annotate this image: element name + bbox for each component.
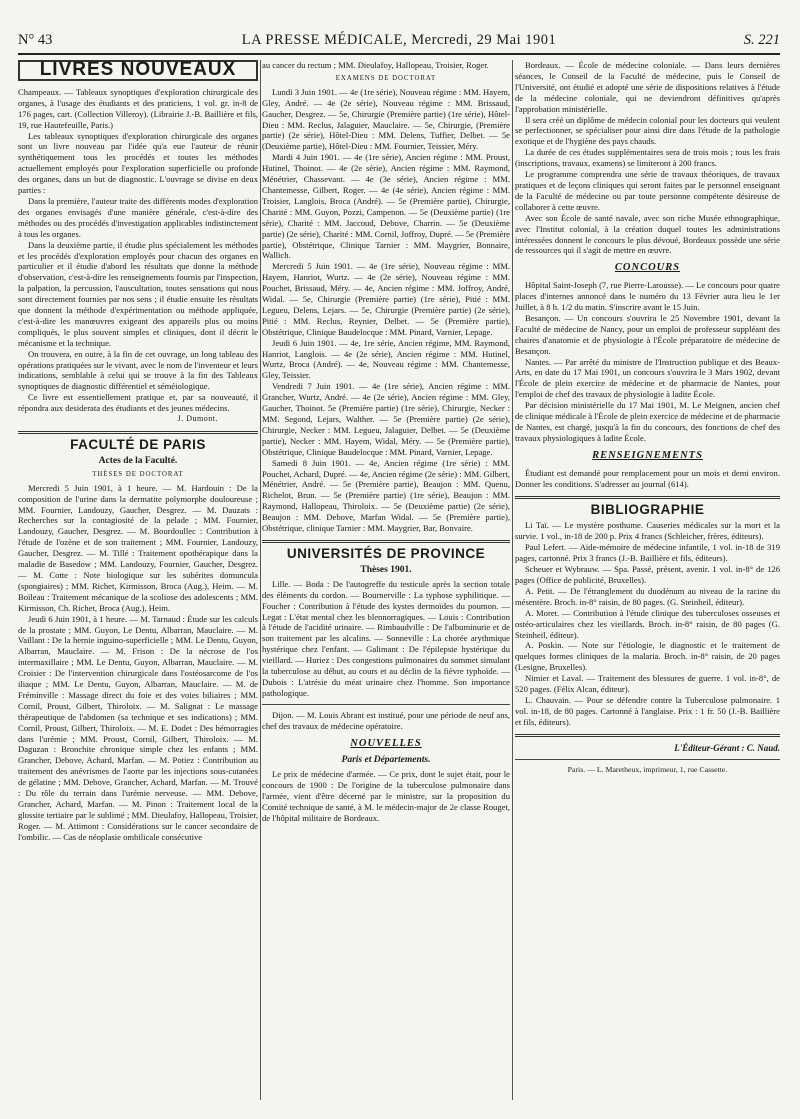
lille-paragraph: Lille. — Boda : De l'autogreffe du testicule après la section totale des éléments du cordon. — Bournerville : La typhose syphilitique. — Foucher : Contribution à l'étude des kystes dermoïdes du poumon. — Legat : L'état mental chez les blennorragiques. — Louis : Contribution à l'étude de l'acidité urinaire. — Rimbaudville : De l'albuminurie et de son traitement par les alcalins. — Sonneville : La chorée arythmique hystérique chez l'enfant. — Galimant : De l'épilepsie hystérique du vieillard. — Huriez : Des congestions pulmonaires du sommet simulant la tuberculose au début, au cours et au déclin de la fièvre typhoïde. — Dubois : L'atrésie du méat urinaire chez l'homme. Son importance pathologique. [262, 578, 510, 698]
section-title-renseignements: RENSEIGNEMENTS [592, 449, 703, 461]
subsection-label-examens: EXAMENS DE DOCTORAT [335, 74, 437, 82]
subsection-title-theses-1901: Thèses 1901. [360, 564, 412, 575]
divider [515, 759, 780, 760]
livres-signature: J. Dumont. [177, 414, 218, 424]
section-divider [515, 734, 780, 737]
column-right [515, 60, 780, 1100]
subsection-title-paris: Paris et Départements. [341, 755, 431, 766]
header-rule [18, 53, 780, 55]
biblio-entry: Paul Lefert. — Aide-mémoire de médecine infantile, 1 vol. in-18 de 319 pages, cartonné. Prix 3 francs (J.-B. Baillière et fils, éditeurs). [515, 542, 780, 564]
concours-paragraph: Hôpital Saint-Joseph (7, rue Pierre-Larousse). — Le concours pour quatre places d'internes annoncé dans le numéro du 13 Février aura lieu le 1er Juillet, à 8 h. 1/2 du matin. S'inscrire avant le 15 Juin. [515, 280, 780, 313]
biblio-entry: Li Taï. — Le mystère posthume. Causeries médicales sur la mort et la survie. 1 vol., in-18 de 200 p. Prix 4 francs (Schleicher, frères, éditeurs). [515, 520, 780, 542]
biblio-entry: A. Petit. — De l'étranglement du duodénum au niveau de la racine du mésentère. Broch. in-8° raisin, de 80 pages. (G. Steinheil, éditeur). [515, 585, 780, 607]
column-middle [262, 60, 510, 1100]
divider [262, 704, 510, 705]
section-title-nouvelles: NOUVELLES [350, 737, 422, 749]
issue-number: N° 43 [18, 32, 53, 48]
journal-title: LA PRESSE MÉDICALE, Mercredi, 29 Mai 1901 [241, 32, 557, 48]
livres-paragraph: Les tableaux synoptiques d'exploration chirurgicale des organes sont un livre nouveau par l'idée qu'a eue l'auteur de réunir synthétiquement tous les procédés et toutes les méthodes actuellement employés pour l'exploration superficielle ou profonde des organes, dans un but de diagnostic. L'ouvrage se divise en deux parties : [18, 130, 258, 196]
livres-paragraph: On trouvera, en outre, à la fin de cet ouvrage, un long tableau des opérations pratiquées sur le vivant, avec le nom de l'inventeur et leurs indications, semblable à celui qui se trouve à la fin des Tableaux synoptiques de diagnostic différentiel et séméiologique. [18, 348, 258, 392]
printer-line: Paris. — L. Maretheux, imprimeur, 1, rue Cassette. [567, 764, 728, 774]
examens-paragraph: Jeudi 6 Juin 1901. — 4e, 1re série, Ancien régime, MM. Raymond, Hanriot, Langlois. — 4e (2e série), Ancien régime : MM. Hutinel, Wurtz, Broca (André). — 4e, Nouveau régime : MM. Chantemesse, Gley, Teissier. [262, 337, 510, 381]
theses-paragraph: Jeudi 6 Juin 1901, à 1 heure. — M. Tarnaud : Étude sur les calculs de la prostate ; MM. Guyon, Le Dentu, Albarran, Mauclaire. — M. Vaillant : De la hernie inguino-superficielle ; MM. Le Dentu, Guyon, Albarran, Mauclaire. — M. Frison : De la nécrose de l'os intermaxillaire ; MM. Le Dentu, Guyon, Albarran, Mauclaire. — M. Croisier : De l'intervention chirurgicale dans l'ostéosarcome de l'os iliaque ; MM. Le Dentu, Guyon, Albarran, Mauclaire. — M. de Fréminville : Massage direct du foie et des voies biliaires ; MM. Cornil, Proust, Gilbert, Thiroloix. — M. Salignat : Le massage thérapeutique de l'abdomen (sa technique et ses indications) ; MM. Cornil, Proust, Gilbert, Thiroloix. — M. E. Dodet : Des hémorragies dans l'urémie ; MM. Proust, Cornil, Gilbert, Thiroloix. — M. Daguzan : Bronchite chronique simple chez les enfants ; MM. Grancher, Debove, Achard, Marfan. — M. Potiez : Contribution au traitement des anévrismes de l'aorte par les injections sous-cutanées de gélatine ; MM. Debove, Grancher, Achard, Marfan. — M. Trouvé : Du rôle du terrain dans l'urémie nerveuse. — MM. Debove, Grancher, Achard, Marfan. — M. Pinon : Traitement local de la glossite tertiaire par le sublimé ; MM. Dieulafoy, Hallopeau, Troisier, Roger. — M. Attimont : Considérations sur le cancer secondaire de l'ombilic. — Cas de néoplasie ombilicale consécutive [18, 613, 258, 842]
biblio-entry: Scheuer et Wybrauw. — Spa. Passé, présent, avenir. 1 vol. in-8° de 126 pages (Office de publicité, Bruxelles). [515, 564, 780, 585]
column-divider-1 [260, 60, 261, 1100]
bordeaux-paragraph: Avec son École de santé navale, avec son riche Musée ethnographique, avec l'Institut colonial, à la création duquel toutes les administrations intéressées donnent le concours le plus dévoué, Bordeaux possède une série de ressources qui il s'agit de mettre en œuvre. [515, 212, 780, 256]
section-title-concours: CONCOURS [614, 262, 681, 274]
livres-paragraph: Champeaux. — Tableaux synoptiques d'exploration chirurgicale des organes, à l'usage des étudiants et des praticiens, 1 vol. gr. in-8 de 176 pages, cart. (Collection Villeroy). (Librairie J.-B. Baillière et fils, 19, rue Hautefeuille, Paris.) [18, 86, 258, 130]
concours-paragraph: Nantes. — Par arrêté du ministre de l'Instruction publique et des Beaux-Arts, en date du 17 Mai 1901, un concours s'ouvrira le 3 Mars 1902, devant l'École de plein exercice de médecine et de pharmacie de Nantes, pour l'emploi de chef des travaux de physiologie à ladite École. [515, 356, 780, 400]
concours-paragraph: Par décision ministérielle du 17 Mai 1901, M. Le Meignen, ancien chef de clinique médicale à l'École de plein exercice de médecine et de pharmacie de Nantes, est chargé, jusqu'à la fin du concours, des fonctions de chef des travaux physiologiques à ladite École. [515, 400, 780, 443]
theses-continuation: au cancer du rectum ; MM. Dieulafoy, Hallopeau, Troisier, Roger. [262, 60, 489, 70]
section-title-faculte: FACULTÉ DE PARIS [70, 437, 206, 452]
editor-gerant: L'Éditeur-Gérant : C. Naud. [674, 742, 780, 753]
examens-paragraph: Mercredi 5 Juin 1901. — 4e (1re série), Nouveau régime : MM. Hayem, Hanriot, Wurtz. — 4e (2e série), Nouveau régime : MM. Pouchet, Brissaud, Méry. — 4e, Ancien régime : MM. Joffroy, André, Widal. — 5e, Chirurgie (Première partie) (1re série), Pitié : MM. Legueu, Delens, Lejars. — 5e, Chirurgie (Première partie) (2e série), Pitié : MM. Reclus, Reynier, Delbet. — 5e (Première partie), Obstétrique, Clinique Baudelocque : MM. Pinard, Varnier, Lepage. [262, 261, 510, 337]
bordeaux-paragraph: La durée de ces études supplémentaires sera de trois mois ; tous les frais (inscriptions, travaux, examens) se limiteront à 200 francs. [515, 147, 780, 169]
biblio-entry: L. Chauvain. — Pour se défendre contre la Tuberculose pulmonaire. 1 vol. in-18, de 80 pages. Cartonné à l'anglaise. Prix : 1 fr. 50 (J.-B. Baillière et fils, éditeurs). [515, 694, 780, 727]
livres-paragraph: Ce livre est essentiellement pratique et, par sa nouveauté, il répondra aux desiderata des étudiants et des jeunes médecins. [18, 392, 258, 414]
section-title-bibliographie: BIBLIOGRAPHIE [590, 501, 705, 517]
bordeaux-paragraph: Il sera créé un diplôme de médecin colonial pour les docteurs qui veulent se perfectionner, se spécialiser pour ainsi dire dans l'étude de la pathologie exotique et de l'hygiène des pays chauds. [515, 114, 780, 147]
examens-paragraph: Vendredi 7 Juin 1901. — 4e (1re série), Ancien régime : MM. Grancher, Wurtz, André. — 4e (2e série), Ancien régime : MM. Gley, Gaucher, Thoinot. 5e (Première partie) (1re série), Chirurgie, Necker : MM. Segond, Lejars, Walther. — 5e (Première partie) (2e série), Chirurgie, Necker : MM. Legueu, Jalaguier, Delbet. — 5e (Deuxième partie), Necker : MM. Hayem, Widal, Méry. — 5e (Première partie), Obstétrique, Clinique Baudelocque : MM. Pinard, Varnier, Lepage. [262, 381, 510, 457]
section-divider [18, 431, 258, 434]
column-left [18, 60, 258, 1100]
concours-paragraph: Besançon. — Un concours s'ouvrira le 25 Novembre 1901, devant la Faculté de médecine de Nancy, pour un emploi de professeur suppléant des chaires d'anatomie et de physiologie à l'École préparatoire de médecine de Besançon. [515, 312, 780, 356]
prix-paragraph: Le prix de médecine d'armée. — Ce prix, dont le sujet était, pour le concours de 1900 : De l'origine de la tuberculose pulmonaire dans l'armée, vient d'être décerné par le ministre, sur la proposition du Comité technique de santé, à M. le médecin-major de 2e classe Rouget, de l'hôpital militaire de Bordeaux. [262, 769, 510, 823]
biblio-entry: A. Poskin. — Note sur l'étiologie, le diagnostic et le traitement de quelques formes cliniques de la malaria. Broch. in-8° raisin, de 20 pages (Lesigne, Bruxelles). [515, 640, 780, 673]
page-header [18, 32, 780, 52]
section-title-livres: LIVRES NOUVEAUX [18, 60, 258, 81]
section-title-universites: UNIVERSITÉS DE PROVINCE [286, 545, 486, 561]
subsection-label-theses: THÈSES DE DOCTORAT [92, 470, 184, 478]
biblio-entry: A. Moret. — Contribution à l'étude clinique des tuberculoses osseuses et ostéo-articulaires chez les vieillards. Broch. in-8° raisin, de 80 pages (G. Steinheil, éditeur). [515, 607, 780, 640]
biblio-entry: Nimier et Laval. — Traitement des blessures de guerre. 1 vol. in-8°, de 520 pages. (Félix Alcan, éditeur). [515, 673, 780, 695]
renseignements-paragraph: Étudiant est demandé pour remplacement pour un mois et demi environ. Donner les conditions. S'adresser au journal (614). [515, 467, 780, 489]
dijon-paragraph: Dijon. — M. Louis Abrant est institué, pour une période de neuf ans, chef des travaux de médecine opératoire. [262, 709, 510, 731]
examens-paragraph: Lundi 3 Juin 1901. — 4e (1re série), Nouveau régime : MM. Hayem, Gley, André. — 4e (2e série), Nouveau régime : MM. Brissaud, Gaucher, Desgrez. — 5e, Chirurgie (Première partie) (1re série), Hôtel-Dieu : MM. Reclus, Jalaguier, Mauclaire. — 5e, Chirurgie, (Première partie) (2e série), Hôtel-Dieu : MM. Delens, Tuffier, Delbet. — 5e (Deuxième partie), Hôtel-Dieu : MM. Fournier, Teissier, Méry. [262, 86, 510, 152]
section-divider [262, 540, 510, 543]
subsection-title-actes: Actes de la Faculté. [98, 455, 178, 466]
page-number: S. 221 [743, 32, 780, 48]
examens-paragraph: Mardi 4 Juin 1901. — 4e (1re série), Ancien régime : MM. Proust, Hutinel, Thoinot. — 4e (2e série), Ancien régime : MM. Raymond, Ménétrier, Chassevant. — 4e (3e série), Ancien régime : MM. Chantemesse, Gilbert, Roger. — 4e (4e série), Ancien régime : MM. Troisier, Langlois, Broca (André). — 5e (Première partie), Chirurgie, Charité : MM. Guyon, Pozzi, Campenon. — 5e (Deuxième partie) (1re série), Charité : MM. Jaccoud, Debove, Charrin. — 5e (Deuxième partie) (2e série), Charité : MM. Cornil, Joffroy, Dupré. — 5e (Première partie), Obstétrique, Clinique Tarnier : MM. Maygrier, Bonnaire, Wallich. [262, 152, 510, 261]
bordeaux-paragraph: Bordeaux. — École de médecine coloniale. — Dans leurs dernières séances, le Conseil de la Faculté de médecine, puis le Conseil de l'Université, ont étudié et adopté une série de dispositions relatives à l'étude de la médecine coloniale, qui ne deviendront définitives qu'après l'approbation ministérielle. [515, 60, 780, 114]
livres-paragraph: Dans la première, l'auteur traite des différents modes d'exploration des organes envisagés d'une manière générale, c'est-à-dire des méthodes ou des procédés d'investigation applicables indistinctement à tous les organes. [18, 195, 258, 239]
section-divider [515, 496, 780, 499]
bordeaux-paragraph: Le programme comprendra une série de travaux théoriques, de travaux pratiques et de leçons cliniques qui seront faites par le personnel enseignant de la Faculté de médecine ou par toute personne compétente désireuse de collaborer à cette œuvre. [515, 169, 780, 212]
examens-paragraph: Samedi 8 Juin 1901. — 4e, Ancien régime (1re série) : MM. Pouchet, Achard, Dupré. — 4e, Ancien régime (2e série) : MM. Gilbert, Ménétrier, André. — 5e (Première partie), Beaujon : MM. Quenu, Richelot, Brun. — 5e (Première partie) (1re série), Beaujon : MM. Raymond, Hallopeau, Thiroloix. — 5e (Deuxième partie) (2e série), Beaujon : MM. Debove, Marfan Widal. — 5e (Première partie), Obstétrique, clinique Tarnier : MM. Maygrier, Bar, Bonvaire. [262, 457, 510, 534]
theses-paragraph: Mercredi 5 Juin 1901, à 1 heure. — M. Hardouin : De la composition de l'urine dans la dermatite polymorphe douloureuse ; MM. Fournier, Landouzy, Gaucher, Desgrez. — M. Dauzats : Recherches sur la contagiosité de la pelade ; MM. Fournier, Landouzy, Gaucher, Desgrez. — M. Bourdoullec : Contribution à l'étude de l'ozène et de son traitement ; MM. Fournier, Landouzy, Gaucher, Desgrez. — M. Tillé : Traitement opothérapique dans la maladie de Basedow ; MM. Landouzy, Fournier, Gaucher, Desgrez. — M. Cotte : Note biologique sur les subérites domuncula (spongiaires) ; MM. Richet, Kirmisson, Broca (Aug.), Heim. — M. Boileau : Traitement mécanique de la scoliose des adolescents ; MM. Kirmisson, Ch. Richet, Broca (Aug.), Heim. [18, 482, 258, 613]
livres-paragraph: Dans la deuxième partie, il étudie plus spécialement les méthodes et les procédés d'exploration employés pour chacun des organes en particulier et il étudie d'abord les résultats que donne la méthode d'observation, c'est-à-dire les renseignements fournis par l'inspection, la palpation, la percussion, l'auscultation, toutes sensations qui nous sont directement fournies par nos sens ; il étudie ensuite les résultats que donnent la méthode d'expérimentation ou méthode appliquée, c'est-à-dire les manœuvres exigeant des appareils plus ou moins compliqués, le plus souvent simples et cliniques, dont il décrit le mécanisme et la technique. [18, 239, 258, 348]
column-divider-2 [512, 60, 513, 1100]
